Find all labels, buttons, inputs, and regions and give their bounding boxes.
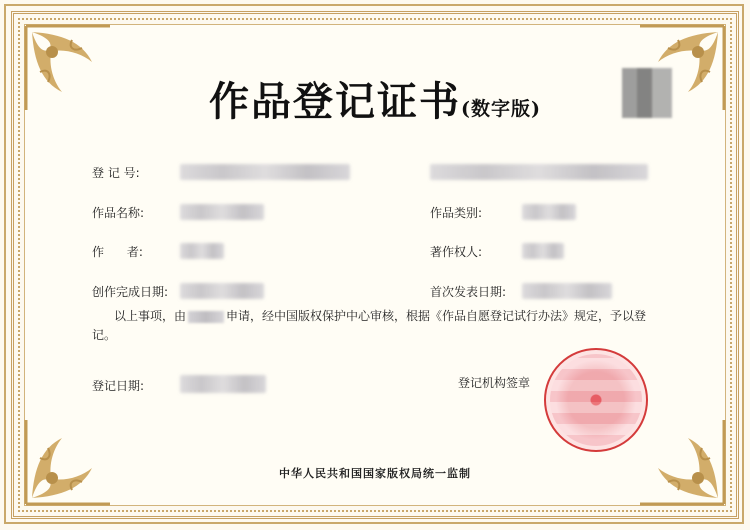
reg-no-label: 登 记 号: (92, 166, 140, 180)
seal-label: 登记机构签章 (458, 376, 531, 390)
creation-date-label: 创作完成日期: (92, 285, 169, 299)
corner-ornament-icon (636, 416, 728, 508)
statement-paragraph (92, 307, 652, 345)
owner-label: 著作权人: (430, 245, 483, 259)
registration-date-value-redacted (180, 375, 266, 393)
owner-value-redacted (522, 243, 564, 259)
author-label: 作 者: (92, 245, 143, 259)
work-type-label: 作品类别: (430, 206, 483, 220)
reg-no-value-redacted-2 (430, 164, 648, 180)
corner-ornament-icon (22, 416, 114, 508)
qr-code-icon (622, 68, 672, 118)
applicant-redacted (188, 311, 224, 323)
statement-part1: 以上事项，由 (114, 309, 187, 323)
publish-date-label: 首次发表日期: (430, 285, 507, 299)
registration-date-label: 登记日期: (92, 379, 145, 393)
publish-date-value-redacted (522, 283, 612, 299)
creation-date-value-redacted (180, 283, 264, 299)
work-name-label: 作品名称: (92, 206, 145, 220)
statement-part2: 申请，经中国版权保护中心审核，根据《作品自愿登记试行办法》规定，予以登记。 (92, 309, 647, 342)
footer-issuer: 中华人民共和国国家版权局统一监制 (279, 467, 471, 480)
reg-no-value-redacted (180, 164, 350, 180)
work-type-value-redacted (522, 204, 576, 220)
work-name-value-redacted (180, 204, 264, 220)
title-subtitle: (数字版) (461, 98, 541, 120)
title-main: 作品登记证书 (209, 78, 461, 125)
author-value-redacted (180, 243, 224, 259)
official-seal-icon (544, 348, 648, 452)
